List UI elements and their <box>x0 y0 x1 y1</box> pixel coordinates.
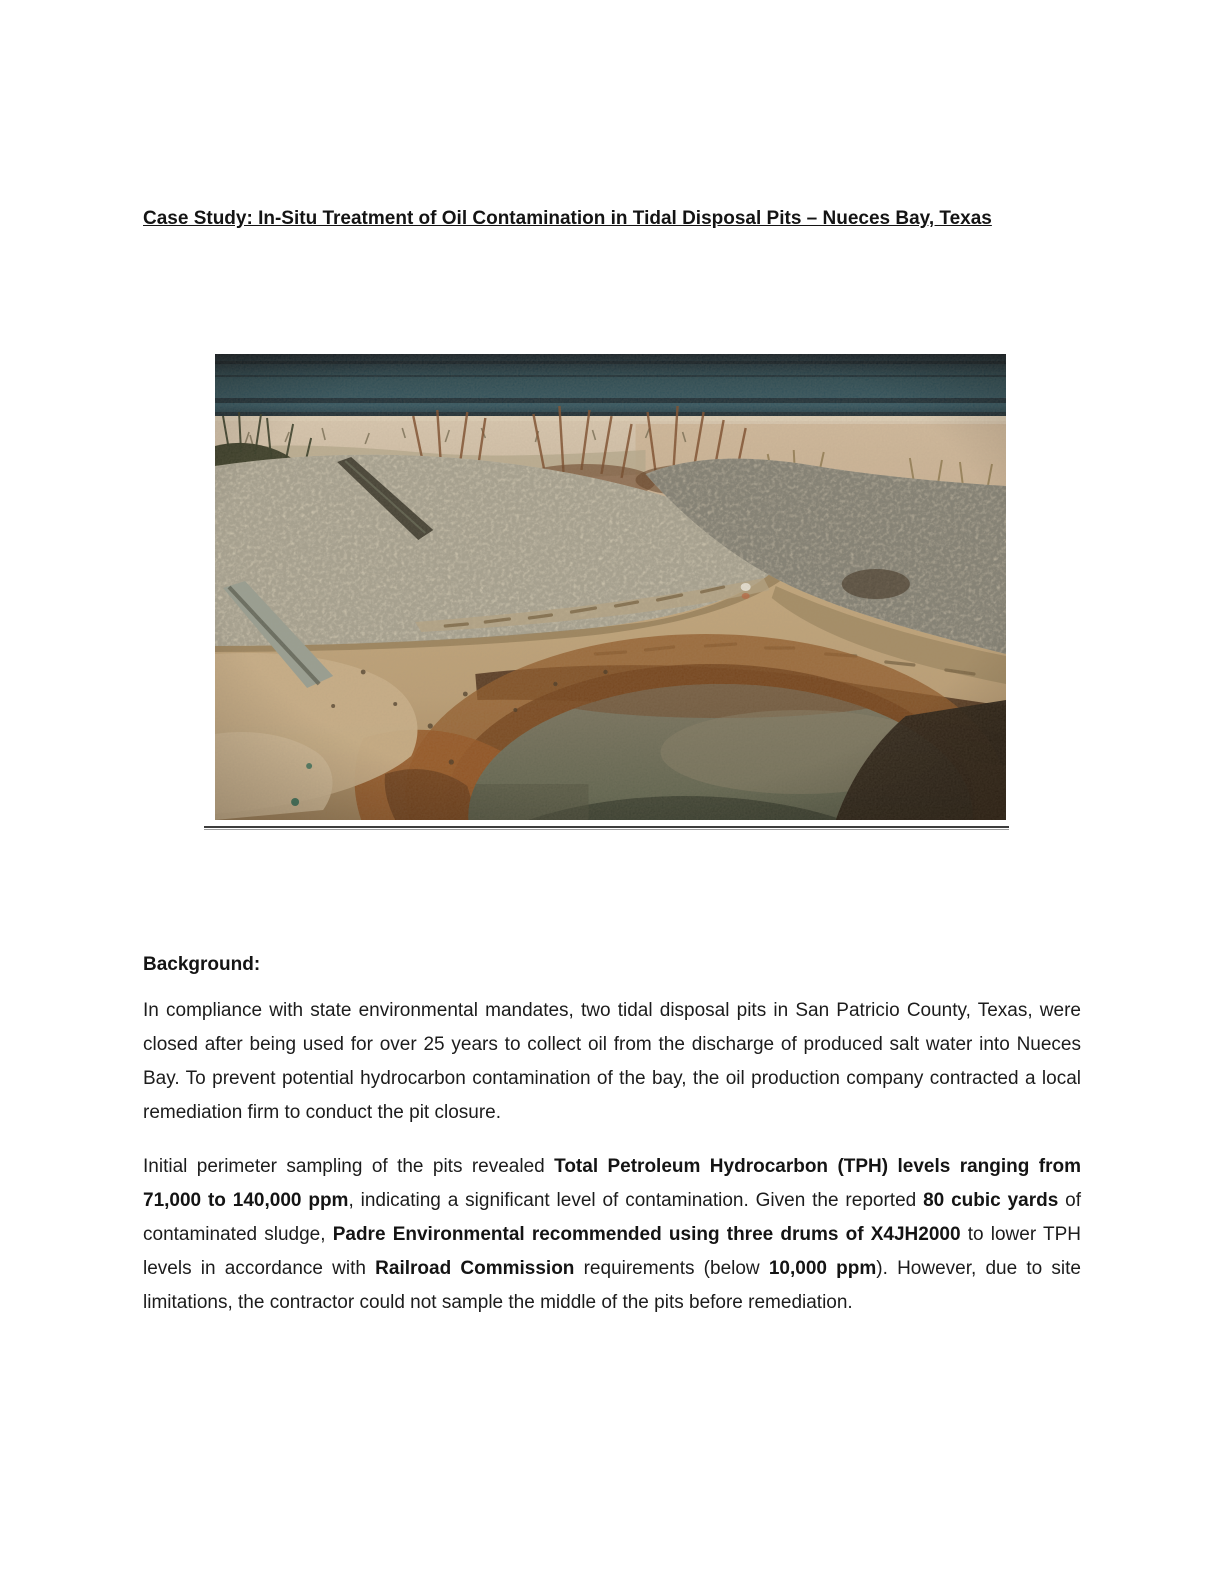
site-photo-illustration <box>215 354 1006 820</box>
document-title: Case Study: In-Situ Treatment of Oil Contamination in Tidal Disposal Pits – Nueces Bay, Texas <box>143 208 992 229</box>
bold-text: Padre Environmental recommended using three drums of X4JH2000 <box>332 1224 961 1245</box>
background-heading: Background: <box>143 954 261 975</box>
bold-text: 80 cubic yards <box>923 1190 1059 1211</box>
vignette <box>215 354 1006 820</box>
background-paragraph-2: Initial perimeter sampling of the pits revealed Total Petroleum Hydrocarbon (TPH) levels ranging from 71,000 to 140,000 ppm, indicating a significant level of contamination. Given the reported 80 cubic yards of contaminated sludge, Padre Environmental recommended using three drums of X4JH2000 to lower TPH levels in accordance with Railroad Commission requirements (below 10,000 ppm). However, due to site limitations, the contractor could not sample the middle of the pits before remediation. <box>143 1156 1081 1313</box>
bold-text: 10,000 ppm <box>768 1258 877 1279</box>
background-paragraph-1: In compliance with state environmental mandates, two tidal disposal pits in San Patricio County, Texas, were closed after being used for over 25 years to collect oil from the discharge of produced salt water into Nueces Bay. To prevent potential hydrocarbon contamination of the bay, the oil production company contracted a local remediation firm to conduct the pit closure. <box>143 1000 1081 1123</box>
bold-text: Total Petroleum Hydrocarbon (TPH) levels ranging from 71,000 to 140,000 ppm <box>143 1156 1081 1211</box>
site-photo <box>215 354 1006 820</box>
figure-bottom-rule <box>204 826 1009 830</box>
bold-text: Railroad Commission <box>375 1258 575 1279</box>
